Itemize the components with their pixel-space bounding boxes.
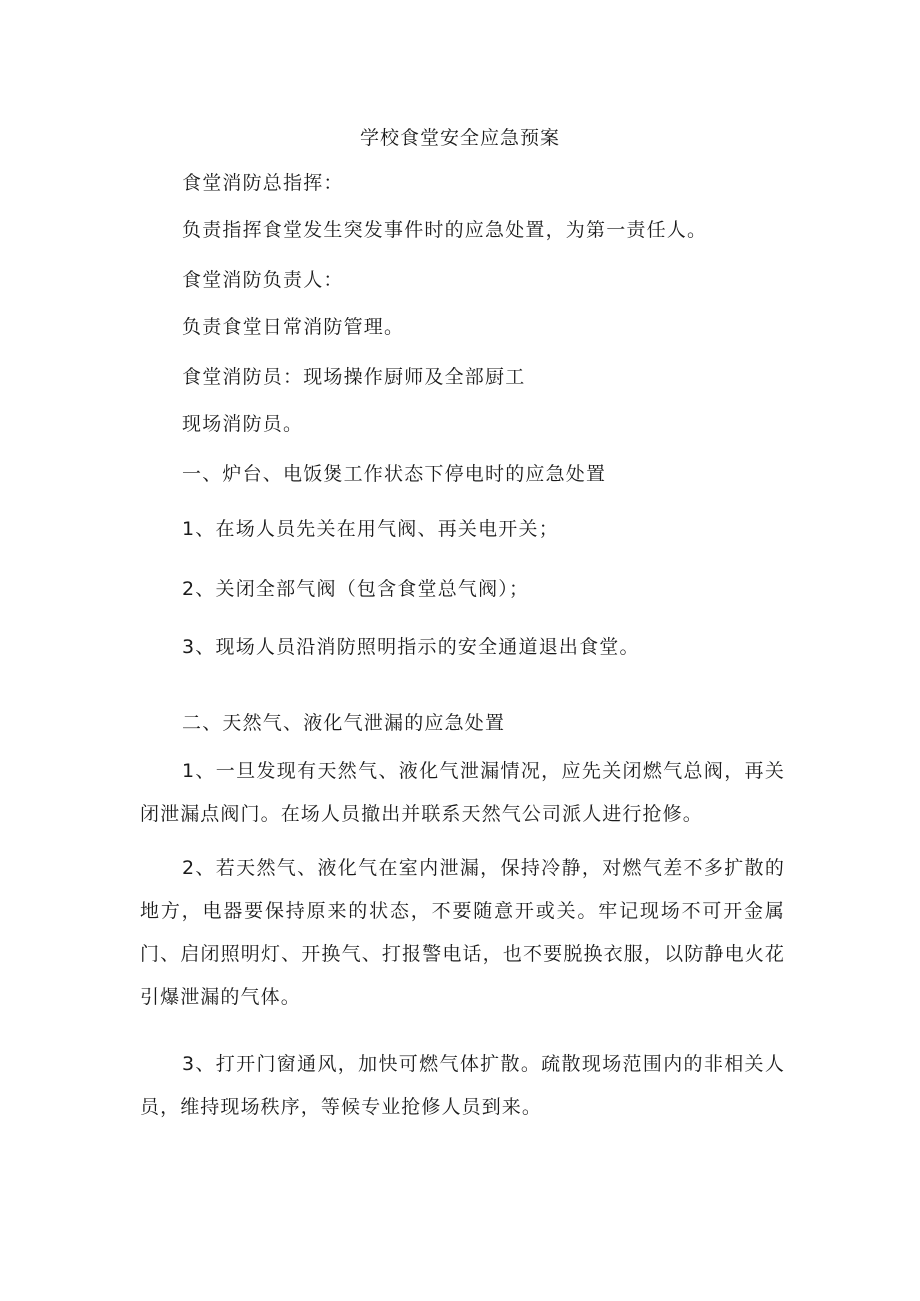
section2-paragraph: 3、打开门窗通风，加快可燃气体扩散。疏散现场范围内的非相关人员，维持现场秩序，等候专业抢修人员到来。 [140,1053,785,1118]
firefighter-label: 食堂消防员：现场操作厨师及全部厨工 [182,366,526,388]
commander-duty: 负责指挥食堂发生突发事件时的应急处置，为第一责任人。 [182,219,708,241]
manager-duty: 负责食堂日常消防管理。 [182,316,405,338]
section2-paragraph: 2、若天然气、液化气在室内泄漏，保持冷静，对燃气差不多扩散的地方，电器要保持原来的状态，不要随意开或关。牢记现场不可开金属门、启闭照明灯、开换气、打报警电话，也不要脱换衣服，以防静电火花引爆泄漏的气体。 [140,857,785,1008]
document-title: 学校食堂安全应急预案 [359,127,560,149]
section1-step: 3、现场人员沿消防照明指示的安全通道退出食堂。 [182,636,640,658]
section1-step: 1、在场人员先关在用气阀、再关电开关； [182,518,559,540]
manager-label: 食堂消防负责人： [182,269,344,291]
section1-step: 2、关闭全部气阀（包含食堂总气阀）； [182,578,530,600]
section2-heading: 二、天然气、液化气泄漏的应急处置 [182,712,506,734]
section2-paragraph: 1、一旦发现有天然气、液化气泄漏情况，应先关闭燃气总阀，再关闭泄漏点阀门。在场人员撤出并联系天然气公司派人进行抢修。 [140,760,785,825]
firefighter-duty: 现场消防员。 [182,413,304,435]
section1-heading: 一、炉台、电饭煲工作状态下停电时的应急处置 [182,463,607,485]
commander-label: 食堂消防总指挥： [182,172,344,194]
